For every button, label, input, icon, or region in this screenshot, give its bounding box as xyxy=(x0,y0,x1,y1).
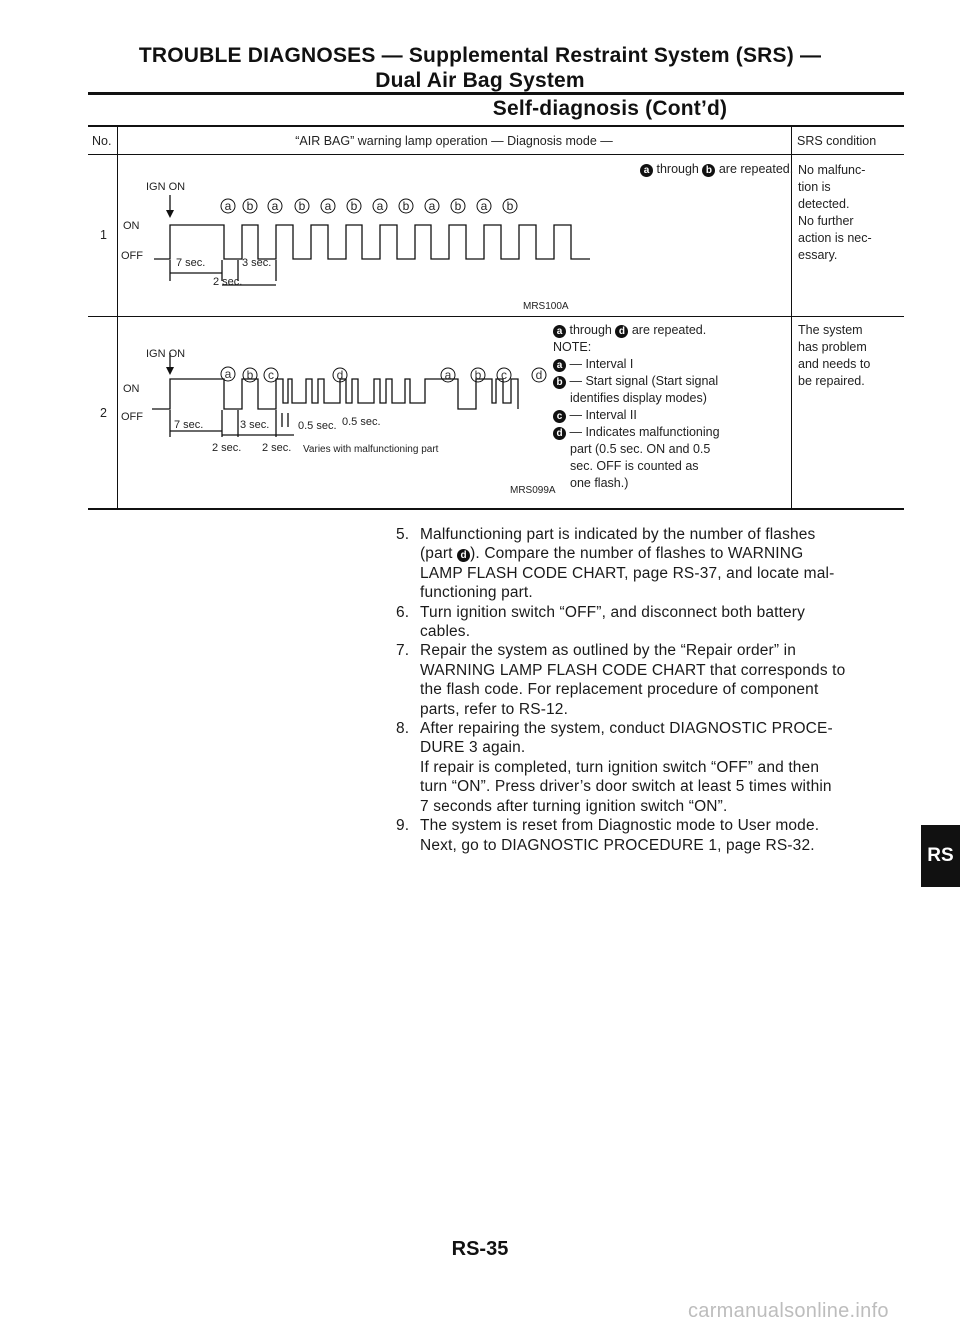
row1-figure-code: MRS100A xyxy=(523,301,569,312)
row2-notes: a through d are repeated. NOTE: a — Interval I b — Start signal (Start signal identifies display modes) c — Interval II d — Indicates malfunctioning part (0.5 sec. ON and 0.5 sec. OFF is counted as one flash.) xyxy=(553,323,720,490)
table-bottom-rule xyxy=(88,508,904,510)
svg-text:a: a xyxy=(324,199,332,213)
row2-2sec-label-a: 2 sec. xyxy=(212,442,242,454)
svg-text:b: b xyxy=(298,199,306,213)
col-header-mode: “AIR BAG” warning lamp operation — Diagnosis mode — xyxy=(295,134,613,148)
row2-waveform xyxy=(152,379,518,409)
svg-text:b: b xyxy=(402,199,410,213)
row1-2sec-label: 2 sec. xyxy=(213,276,243,288)
row1-ign-on-label: IGN ON xyxy=(146,181,186,193)
row2-figure-code: MRS099A xyxy=(510,485,556,496)
svg-text:c: c xyxy=(268,368,274,382)
part-d-icon: d xyxy=(457,549,470,562)
header-title-line2: Dual Air Bag System xyxy=(375,69,585,92)
row1-on-label: ON xyxy=(123,220,140,232)
row2-timing-diagram xyxy=(118,317,558,507)
svg-text:a: a xyxy=(428,199,436,213)
table-col-divider-2 xyxy=(791,125,792,510)
svg-text:b: b xyxy=(246,199,254,213)
watermark: carmanualsonline.info xyxy=(688,1300,889,1322)
row1-interval-labels xyxy=(221,199,517,213)
row1-waveform xyxy=(154,225,590,259)
svg-text:a: a xyxy=(444,368,452,382)
section-tab-rs[interactable]: RS xyxy=(921,825,960,887)
row2-ign-on-label: IGN ON xyxy=(146,348,186,360)
svg-text:d: d xyxy=(535,368,543,382)
svg-text:b: b xyxy=(350,199,358,213)
row2-3sec-label: 3 sec. xyxy=(240,419,270,431)
svg-text:a: a xyxy=(224,367,232,381)
col-header-condition: SRS condition xyxy=(797,134,877,148)
svg-text:c: c xyxy=(501,368,507,382)
page-number: RS-35 xyxy=(451,1238,509,1260)
row1-number: 1 xyxy=(100,228,107,242)
row2-varies-label: Varies with malfunctioning part xyxy=(303,444,439,455)
svg-text:b: b xyxy=(506,199,514,213)
header-title-line1: TROUBLE DIAGNOSES — Supplemental Restraint System (SRS) — xyxy=(138,44,822,67)
row2-number: 2 xyxy=(100,406,107,420)
svg-text:b: b xyxy=(474,368,482,382)
svg-text:a: a xyxy=(224,199,232,213)
row1-condition: No malfunc- tion is detected. No further action is nec- essary. xyxy=(798,163,872,262)
page-subtitle: Self-diagnosis (Cont’d) xyxy=(492,97,728,120)
step-9: 9. The system is reset from Diagnostic mode to User mode. Next, go to DIAGNOSTIC PROCEDURE 1, page RS-32. xyxy=(396,817,820,854)
row2-2sec-label-b: 2 sec. xyxy=(262,442,292,454)
step-8: 8. After repairing the system, conduct DIAGNOSTIC PROCE- DURE 3 again. If repair is completed, turn ignition switch “OFF” and then turn “ON”. Press driver’s door switch at least 5 times within 7 seconds after turning ignition switch “ON”. xyxy=(396,720,833,815)
row2-05sec-label-a: 0.5 sec. xyxy=(342,416,381,428)
row2-on-label: ON xyxy=(123,383,140,395)
step-7: 7. Repair the system as outlined by the “Repair order” in WARNING LAMP FLASH CODE CHART that corresponds to the flash code. For replacement procedure of component parts, refer to RS-12. xyxy=(396,642,846,718)
row1-repeat-note: a through b are repeated. xyxy=(640,161,793,178)
row1-7sec-label: 7 sec. xyxy=(176,257,206,269)
row2-interval-labels xyxy=(221,367,546,382)
header-rule xyxy=(88,92,904,95)
row2-off-label: OFF xyxy=(121,411,143,423)
row1-timing-diagram xyxy=(118,155,598,315)
svg-text:d: d xyxy=(336,368,344,382)
step-6: 6. Turn ignition switch “OFF”, and disconnect both battery cables. xyxy=(396,603,806,641)
table-top-rule xyxy=(88,125,904,127)
svg-text:a: a xyxy=(271,199,279,213)
row1-3sec-label: 3 sec. xyxy=(242,257,272,269)
row2-05sec-label-b: 0.5 sec. xyxy=(298,420,337,432)
row2-7sec-label: 7 sec. xyxy=(174,419,204,431)
row1-off-label: OFF xyxy=(121,250,143,262)
svg-text:a: a xyxy=(376,199,384,213)
step-5: 5. Malfunctioning part is indicated by the number of flashes (part d ). Compare the number of flashes to WARNING LAMP FLASH CODE CHART, page RS-37, and locate mal- functioning part. xyxy=(396,526,835,602)
row2-condition: The system has problem and needs to be repaired. xyxy=(798,323,871,388)
svg-text:b: b xyxy=(246,368,254,382)
svg-text:a: a xyxy=(480,199,488,213)
col-header-no: No. xyxy=(92,134,112,148)
procedure-steps xyxy=(396,525,906,855)
svg-text:b: b xyxy=(454,199,462,213)
